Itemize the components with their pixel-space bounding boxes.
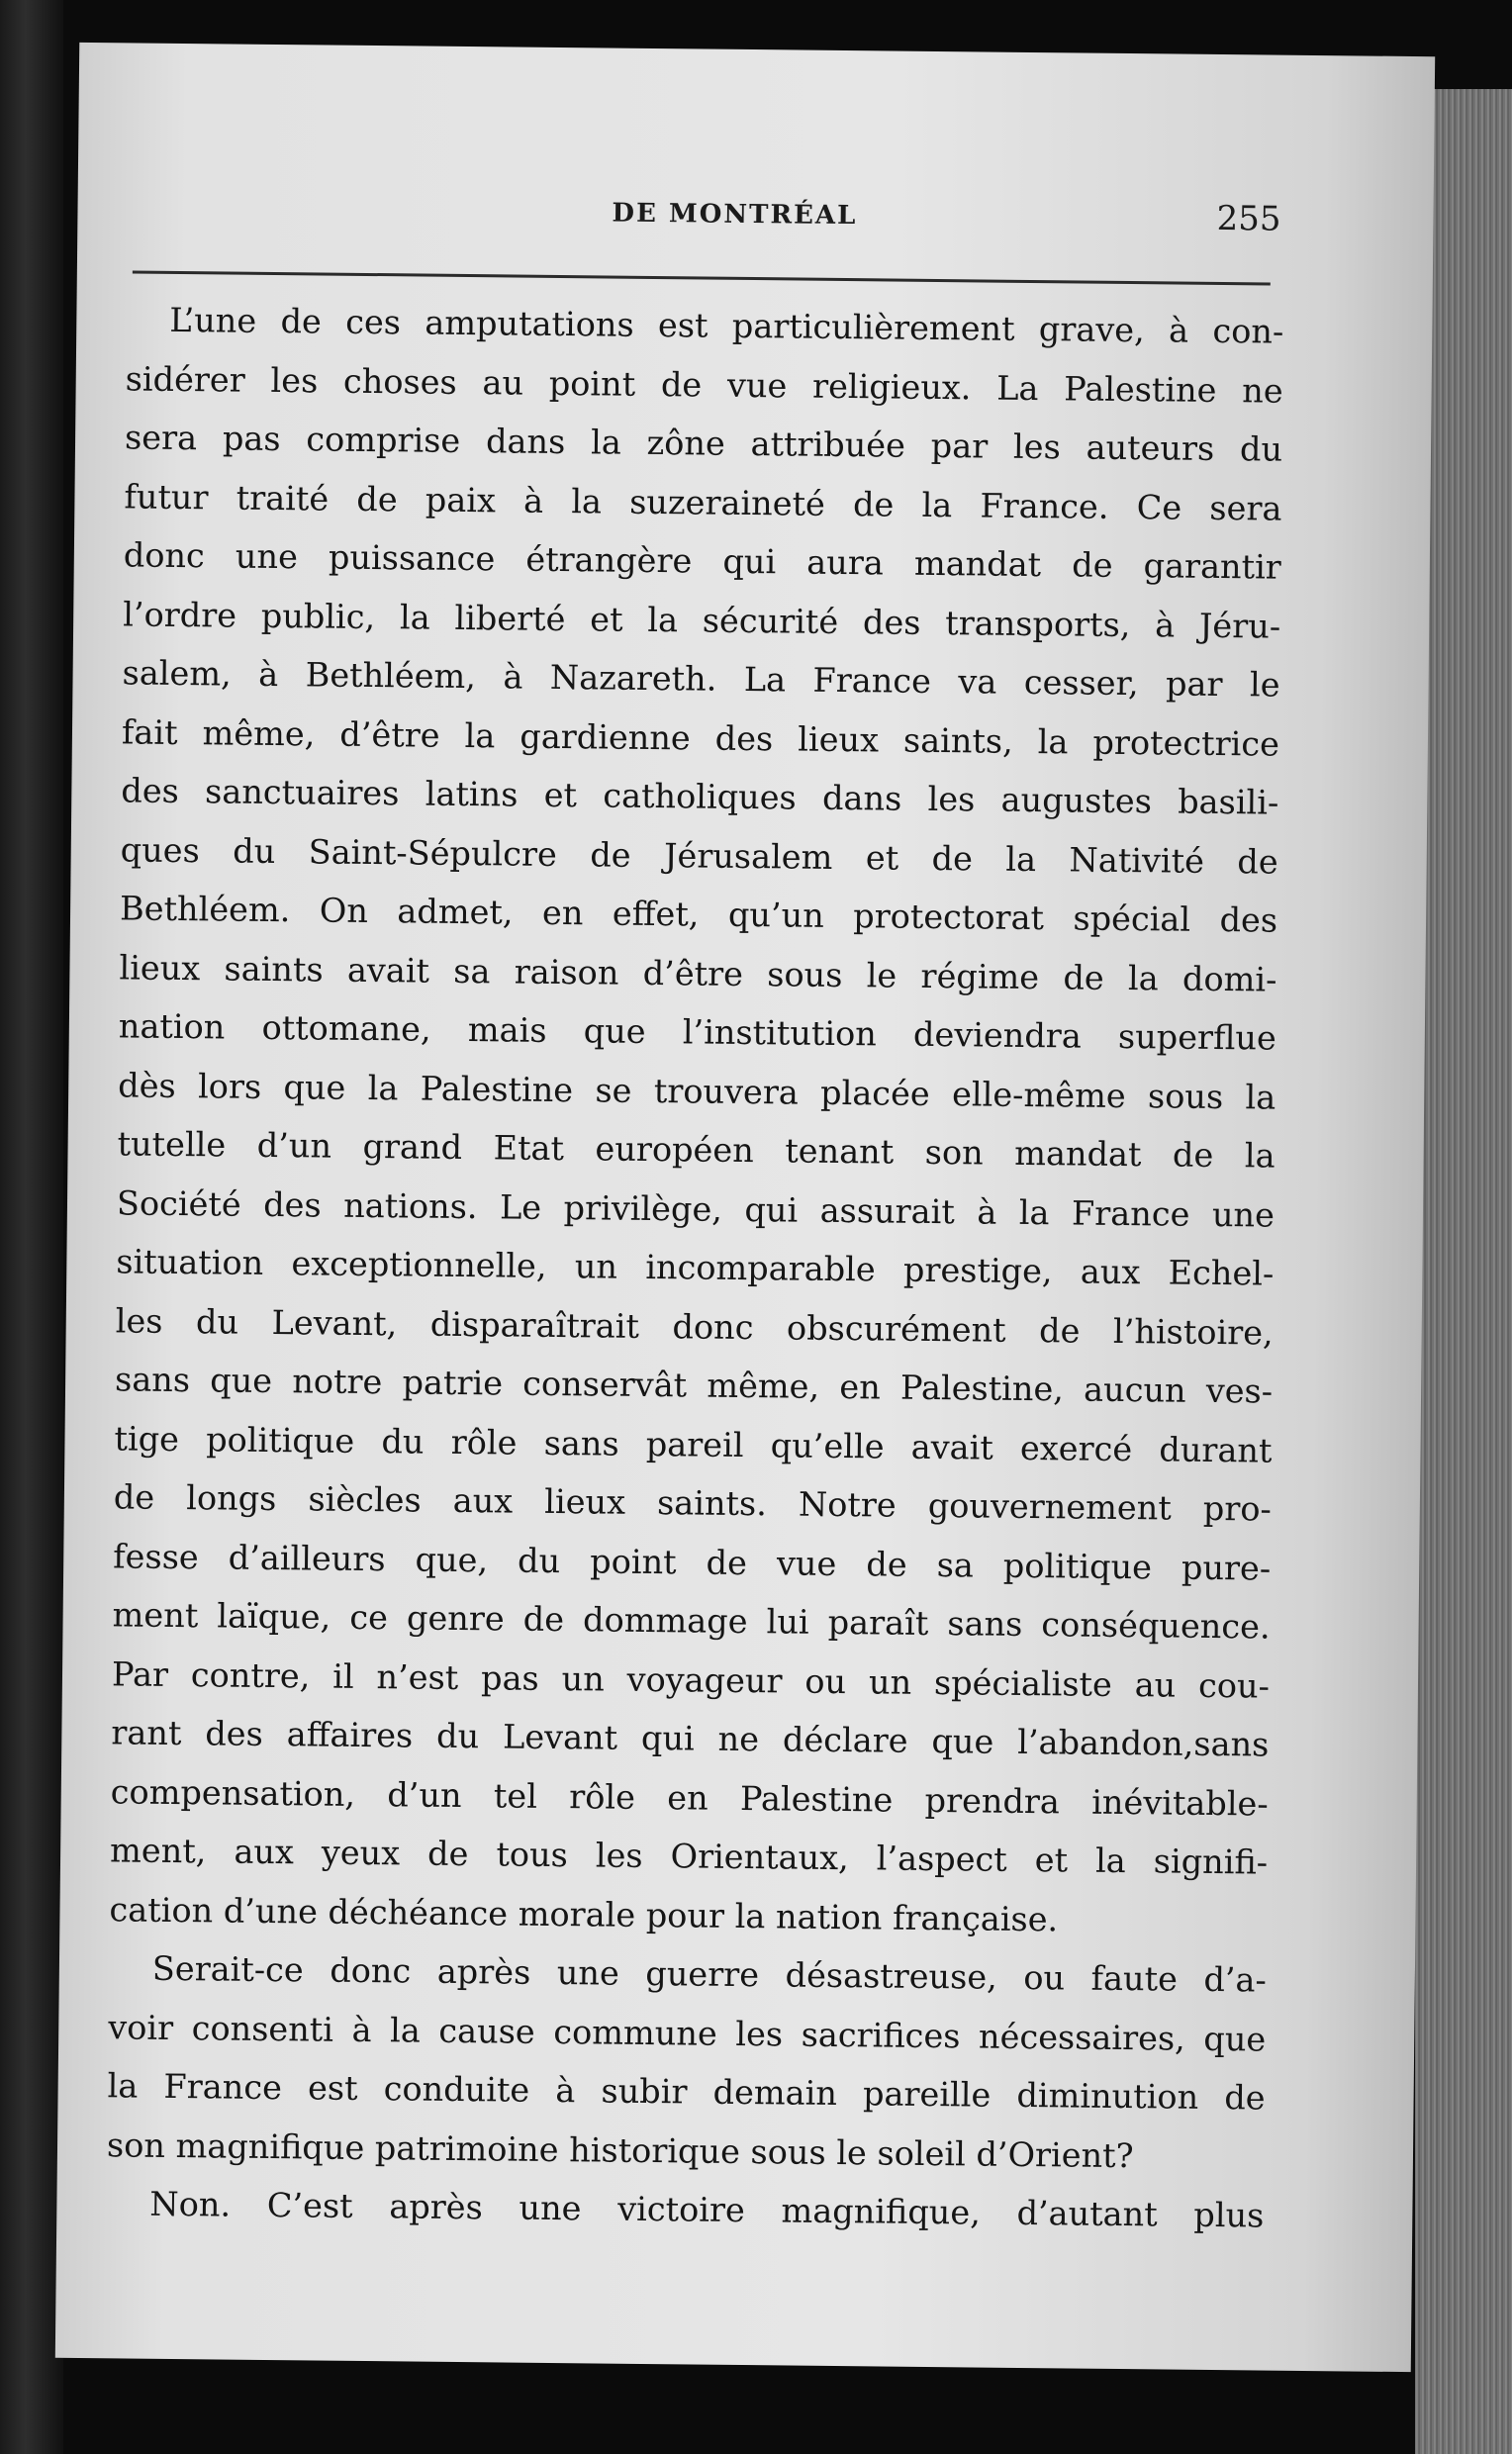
text-line: situation exceptionnelle, un incomparable prestige, aux Echel- xyxy=(116,1242,1275,1293)
text-line: L’une de ces amputations est particulièrement grave, à con- xyxy=(169,300,1284,351)
page-number: 255 xyxy=(1216,198,1281,239)
text-line: ment, aux yeux de tous les Orientaux, l’aspect et la signifi- xyxy=(109,1831,1269,1882)
text-line: l’ordre public, la liberté et la sécurité des transports, à Jéru- xyxy=(123,594,1281,646)
text-line: sera pas comprise dans la zône attribuée par les auteurs du xyxy=(124,418,1283,469)
running-head: DE MONTRÉAL xyxy=(612,198,858,232)
page-header xyxy=(133,193,1281,274)
text-line: futur traité de paix à la suzeraineté de la France. Ce sera xyxy=(124,476,1282,528)
text-line: tige politique du rôle sans pareil qu’elle avait exercé durant xyxy=(114,1418,1273,1470)
text-line: cation d’une déchéance morale pour la nation française. xyxy=(109,1889,1059,1938)
text-line: des sanctuaires latins et catholiques dans les augustes basili- xyxy=(121,771,1279,822)
text-line: Par contre, il n’est pas un voyageur ou un spécialiste au cou- xyxy=(111,1653,1271,1706)
text-line: sidérer les choses au point de vue religieux. La Palestine ne xyxy=(125,358,1283,411)
text-line: de longs siècles aux lieux saints. Notre gouvernement pro- xyxy=(113,1477,1273,1529)
text-line: fesse d’ailleurs que, du point de vue de sa politique pure- xyxy=(113,1536,1272,1588)
text-line: sans que notre patrie conservât même, en Palestine, aucun ves- xyxy=(114,1360,1274,1411)
text-line: ques du Saint-Sépulcre de Jérusalem et de la Nativité de xyxy=(120,829,1278,882)
text-line: fait même, d’être la gardienne des lieux saints, la protectrice xyxy=(121,711,1280,764)
text-line: tutelle d’un grand Etat européen tenant son mandat de la xyxy=(117,1124,1276,1176)
text-line: son magnifique patrimoine historique sous le soleil d’Orient? xyxy=(106,2124,1134,2175)
text-line: rant des affaires du Levant qui ne déclare que l’abandon,sans xyxy=(111,1713,1270,1764)
text-line: compensation, d’un tel rôle en Palestine prendra inévitable- xyxy=(110,1771,1269,1824)
text-line: dès lors que la Palestine se trouvera placée elle-même sous la xyxy=(118,1065,1276,1117)
facing-page-edge xyxy=(0,0,63,2454)
text-line: Bethléem. On admet, en effet, qu’un protectorat spécial des xyxy=(119,889,1278,940)
text-line: voir consenti à la cause commune les sacrifices nécessaires, que xyxy=(108,2007,1267,2059)
text-line: ment laïque, ce genre de dommage lui paraît sans conséquence. xyxy=(112,1595,1271,1647)
text-line: donc une puissance étrangère qui aura mandat de garantir xyxy=(123,535,1282,587)
text-line: les du Levant, disparaîtrait donc obscurément de l’histoire, xyxy=(115,1300,1274,1353)
text-line: nation ottomane, mais que l’institution deviendra superflue xyxy=(118,1006,1277,1058)
text-line: Serait-ce donc après une guerre désastreuse, ou faute d’a- xyxy=(151,1948,1268,2000)
text-line: la France est conduite à subir demain pareille diminution de xyxy=(107,2066,1266,2118)
text-line: salem, à Bethléem, à Nazareth. La France va cesser, par le xyxy=(122,653,1280,705)
text-line: Société des nations. Le privilège, qui assurait à la France une xyxy=(116,1182,1276,1235)
body-text xyxy=(106,290,1283,2245)
text-line: Non. C’est après une victoire magnifique, d’autant plus xyxy=(149,2184,1265,2235)
header-rule xyxy=(133,270,1271,285)
book-page xyxy=(55,43,1435,2372)
text-line: lieux saints avait sa raison d’être sous le régime de la domi- xyxy=(119,947,1277,999)
